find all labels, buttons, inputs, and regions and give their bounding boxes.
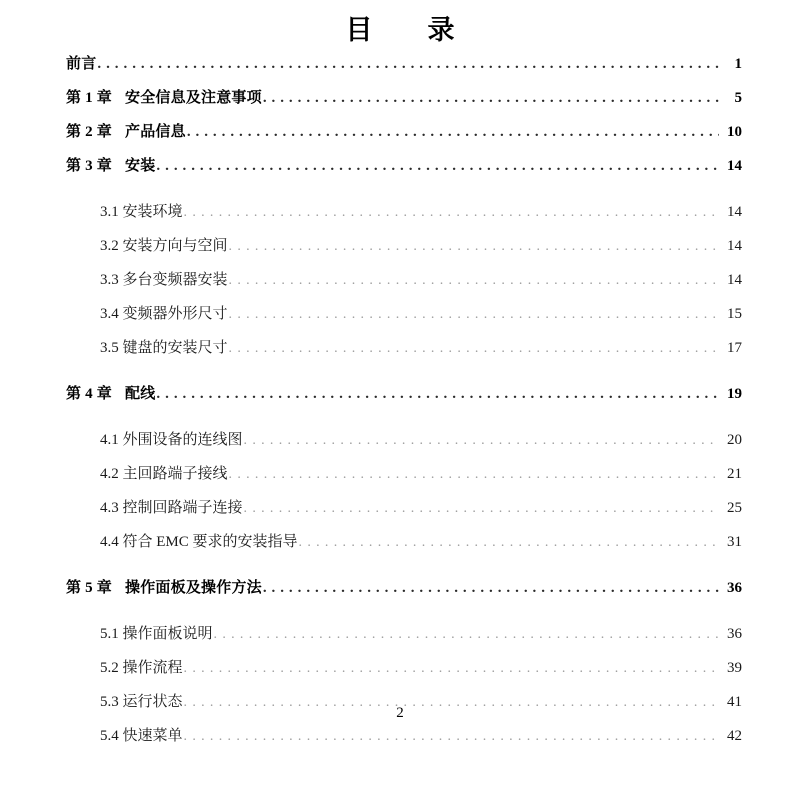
toc-dot-leader	[184, 661, 719, 675]
toc-entry-chapter-number: 第 3 章	[66, 158, 113, 174]
toc-dot-leader	[244, 433, 719, 447]
toc-entry-title: 安全信息及注意事项	[125, 90, 262, 106]
toc-entry-label	[66, 382, 155, 403]
toc-entry-page-number: 14	[727, 272, 742, 288]
toc-dot-leader	[263, 90, 719, 105]
toc-entry[interactable]	[0, 234, 800, 268]
toc-dot-leader	[229, 239, 719, 253]
toc-entry-label	[100, 496, 243, 517]
toc-entry-label	[100, 530, 298, 551]
toc-entry[interactable]	[0, 428, 800, 462]
toc-entry-page-number: 15	[727, 306, 742, 322]
toc-entry[interactable]	[0, 530, 800, 564]
toc-entry-label	[100, 336, 228, 357]
toc-entry[interactable]	[0, 302, 800, 336]
toc-entry-page-number: 14	[727, 238, 742, 254]
toc-dot-leader	[244, 501, 719, 515]
toc-dot-leader	[156, 386, 719, 401]
toc-entry-page-number: 20	[727, 432, 742, 448]
toc-entry-page-number: 25	[727, 500, 742, 516]
toc-entry-title: 4.2 主回路端子接线	[100, 466, 228, 482]
toc-entry-label	[100, 462, 228, 483]
footer-page-number: 2	[396, 705, 404, 721]
toc-entry-chapter-number: 第 5 章	[66, 580, 113, 596]
toc-entry-label	[66, 154, 155, 175]
toc-entry-title: 4.1 外围设备的连线图	[100, 432, 243, 448]
toc-dot-leader	[184, 205, 719, 219]
toc-entry-title: 5.3 运行状态	[100, 694, 183, 710]
toc-entry-page-number: 42	[727, 728, 742, 744]
toc-entry-title: 3.2 安装方向与空间	[100, 238, 228, 254]
toc-entry-title: 前言	[66, 56, 97, 72]
toc-entry-title: 安装	[125, 158, 156, 174]
toc-entry-page-number: 21	[727, 466, 742, 482]
toc-entry[interactable]	[0, 382, 800, 416]
toc-dot-leader	[229, 467, 719, 481]
toc-entry-title: 3.3 多台变频器安装	[100, 272, 228, 288]
toc-entry-page-number: 10	[727, 124, 742, 140]
toc-entry-title: 3.4 变频器外形尺寸	[100, 306, 228, 322]
toc-entry[interactable]	[0, 576, 800, 610]
toc-entry-chapter-number: 第 2 章	[66, 124, 113, 140]
toc-entry-label	[100, 622, 213, 643]
toc-dot-leader	[229, 341, 719, 355]
toc-entry[interactable]	[0, 86, 800, 120]
toc-entry-page-number: 17	[727, 340, 742, 356]
toc-dot-leader	[156, 158, 719, 173]
toc-entry[interactable]	[0, 52, 800, 86]
toc-entry-page-number: 1	[734, 56, 742, 72]
toc-entry-page-number: 19	[727, 386, 742, 402]
toc-entry-chapter-number: 第 1 章	[66, 90, 113, 106]
toc-entry[interactable]	[0, 268, 800, 302]
page-title: 目 录	[345, 15, 469, 45]
toc-entry-title: 5.1 操作面板说明	[100, 626, 213, 642]
toc-entry-label	[100, 724, 183, 745]
toc-entry[interactable]	[0, 496, 800, 530]
toc-entry-page-number: 36	[727, 626, 742, 642]
toc-entry[interactable]	[0, 656, 800, 690]
toc-entry-title: 3.5 键盘的安装尺寸	[100, 340, 228, 356]
toc-entry-page-number: 41	[727, 694, 742, 710]
toc-entry-title: 3.1 安装环境	[100, 204, 183, 220]
toc-dot-leader	[229, 307, 719, 321]
toc-entry-label	[100, 200, 183, 221]
toc-entry-title: 产品信息	[125, 124, 186, 140]
toc-dot-leader	[299, 535, 719, 549]
toc-entry-label	[100, 656, 183, 677]
toc-entry-page-number: 39	[727, 660, 742, 676]
toc-entry-title: 操作面板及操作方法	[125, 580, 262, 596]
toc-dot-leader	[187, 124, 719, 139]
toc-entry-chapter-number: 第 4 章	[66, 386, 113, 402]
toc-entry-title: 4.3 控制回路端子连接	[100, 500, 243, 516]
toc-entry-page-number: 31	[727, 534, 742, 550]
toc-entry-page-number: 5	[734, 90, 742, 106]
toc-entry-label	[100, 268, 228, 289]
toc-entry[interactable]	[0, 336, 800, 370]
toc-entry-label	[100, 234, 228, 255]
toc-entry-label	[100, 302, 228, 323]
toc-entry[interactable]	[0, 462, 800, 496]
toc-entry-label	[66, 86, 262, 107]
toc-entry-page-number: 14	[727, 158, 742, 174]
toc-entry-page-number: 14	[727, 204, 742, 220]
toc-entry-title: 配线	[125, 386, 156, 402]
toc-entry-label	[66, 52, 96, 73]
toc-entry[interactable]	[0, 120, 800, 154]
toc-dot-leader	[97, 56, 719, 71]
toc-entry[interactable]	[0, 622, 800, 656]
toc-entry[interactable]	[0, 724, 800, 758]
toc-entry-title: 4.4 符合 EMC 要求的安装指导	[100, 534, 298, 550]
toc-dot-leader	[263, 580, 719, 595]
toc-dot-leader	[184, 729, 719, 743]
toc-dot-leader	[214, 627, 719, 641]
toc-entry-label	[100, 428, 243, 449]
toc-dot-leader	[229, 273, 719, 287]
toc-entry-label	[66, 576, 262, 597]
toc-entry-label	[66, 120, 186, 141]
toc-entry-page-number: 36	[727, 580, 742, 596]
toc-entry-title: 5.2 操作流程	[100, 660, 183, 676]
toc-list	[0, 52, 800, 758]
toc-entry-title: 5.4 快速菜单	[100, 728, 183, 744]
toc-entry[interactable]	[0, 154, 800, 188]
toc-entry[interactable]	[0, 200, 800, 234]
